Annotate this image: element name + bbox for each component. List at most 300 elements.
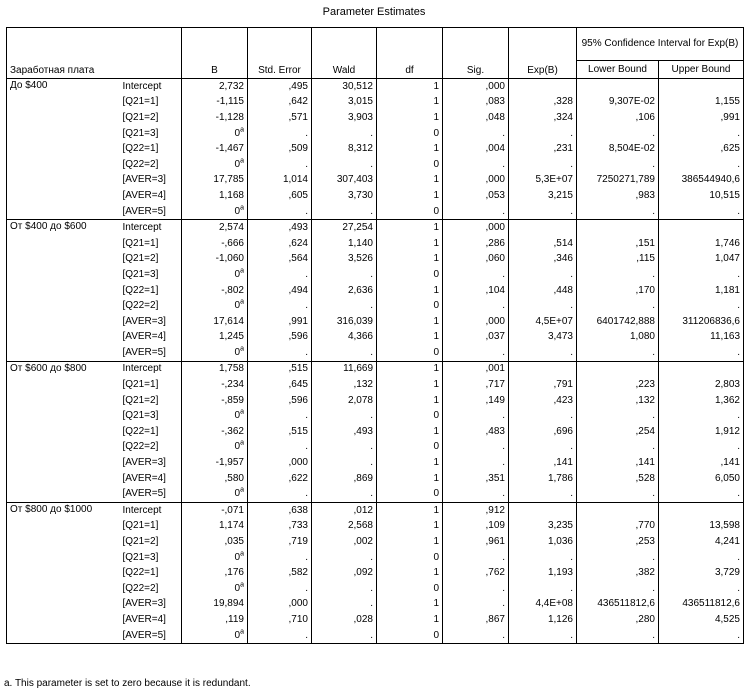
cell-df: 1 <box>377 236 443 252</box>
cell-std-error: . <box>248 440 312 456</box>
cell-upper-bound: 4,241 <box>659 534 744 550</box>
cell-exp-b <box>509 220 577 236</box>
cell-sig: . <box>443 204 509 220</box>
parameter-label: [AVER=5] <box>120 628 182 644</box>
b-value: 0 <box>234 205 241 217</box>
cell-sig: ,060 <box>443 252 509 268</box>
cell-std-error: ,571 <box>248 110 312 126</box>
b-value: 0 <box>234 551 241 563</box>
cell-upper-bound: . <box>659 581 744 597</box>
cell-std-error: . <box>248 550 312 566</box>
cell-upper-bound: . <box>659 440 744 456</box>
cell-sig: . <box>443 581 509 597</box>
cell-wald: 11,669 <box>312 361 377 377</box>
header-lower-bound: Lower Bound <box>577 61 659 79</box>
cell-lower-bound: ,382 <box>577 565 659 581</box>
footnote-marker: a <box>240 550 244 558</box>
header-sig: Sig. <box>443 28 509 79</box>
cell-exp-b: 1,126 <box>509 612 577 628</box>
cell-df: 1 <box>377 597 443 613</box>
cell-upper-bound: ,141 <box>659 455 744 471</box>
cell-exp-b <box>509 79 577 95</box>
cell-df: 1 <box>377 534 443 550</box>
cell-upper-bound: . <box>659 157 744 173</box>
cell-lower-bound: . <box>577 550 659 566</box>
parameter-label: [Q22=1] <box>122 284 159 296</box>
cell-lower-bound: ,254 <box>577 424 659 440</box>
group-label: От $600 до $800 <box>7 361 120 502</box>
cell-exp-b: ,791 <box>509 377 577 393</box>
cell-upper-bound: . <box>659 345 744 361</box>
cell-df: 1 <box>377 424 443 440</box>
cell-upper-bound: 4,525 <box>659 612 744 628</box>
cell-wald: 3,730 <box>312 188 377 204</box>
cell-df: 0 <box>377 204 443 220</box>
parameter-label: [AVER=3] <box>122 457 166 469</box>
cell-std-error: . <box>248 345 312 361</box>
cell-upper-bound: 1,181 <box>659 283 744 299</box>
cell-std-error: ,493 <box>248 220 312 236</box>
header-confidence-interval: 95% Confidence Interval for Exp(B) <box>577 28 744 61</box>
cell-exp-b: . <box>509 581 577 597</box>
cell-wald: 8,312 <box>312 141 377 157</box>
cell-lower-bound: . <box>577 298 659 314</box>
b-value: 1,758 <box>218 363 244 375</box>
cell-lower-bound: . <box>577 126 659 142</box>
cell-wald: . <box>312 157 377 173</box>
parameter-label: [AVER=4] <box>122 189 166 201</box>
cell-b <box>182 597 248 613</box>
b-value: 2,574 <box>218 222 244 234</box>
cell-exp-b: . <box>509 298 577 314</box>
cell-exp-b <box>509 503 577 519</box>
b-value: 1,168 <box>218 189 244 201</box>
cell-std-error: ,645 <box>248 377 312 393</box>
cell-sig: ,912 <box>443 503 509 519</box>
cell-sig: . <box>443 486 509 502</box>
cell-b <box>182 377 248 393</box>
cell-std-error: ,000 <box>248 455 312 471</box>
cell-b <box>182 95 248 111</box>
b-value: -,234 <box>221 379 244 391</box>
cell-df: 1 <box>377 252 443 268</box>
parameter-estimates-table <box>6 27 744 644</box>
parameter-label: [Q21=3] <box>122 127 159 139</box>
parameter-label: [AVER=4] <box>122 472 166 484</box>
cell-std-error: ,564 <box>248 252 312 268</box>
cell-b <box>182 519 248 535</box>
cell-df: 1 <box>377 330 443 346</box>
parameter-label: [Q22=1] <box>122 567 159 579</box>
cell-b <box>182 345 248 361</box>
cell-sig: ,037 <box>443 330 509 346</box>
group-label: От $400 до $600 <box>7 220 120 361</box>
cell-std-error: ,605 <box>248 188 312 204</box>
cell-upper-bound: . <box>659 550 744 566</box>
cell-upper-bound: ,625 <box>659 141 744 157</box>
group-label: До $400 <box>7 79 120 220</box>
parameter-label: [Q21=2] <box>122 536 159 548</box>
parameter-label: [Q21=1] <box>122 520 159 532</box>
cell-upper-bound: 6,050 <box>659 471 744 487</box>
cell-upper-bound: 1,362 <box>659 393 744 409</box>
cell-lower-bound: . <box>577 157 659 173</box>
footnote-marker: a <box>240 408 244 416</box>
cell-df: 1 <box>377 79 443 95</box>
cell-exp-b: 4,4E+08 <box>509 597 577 613</box>
cell-std-error: ,624 <box>248 236 312 252</box>
parameter-label: [AVER=5] <box>120 486 182 502</box>
cell-wald: 3,015 <box>312 95 377 111</box>
parameter-label: [Q21=2] <box>122 394 159 406</box>
b-value: -,802 <box>221 284 244 296</box>
b-value: ,119 <box>225 613 244 625</box>
cell-sig: ,286 <box>443 236 509 252</box>
cell-wald: . <box>312 440 377 456</box>
cell-df: 1 <box>377 95 443 111</box>
group-label: От $800 до $1000 <box>7 503 120 644</box>
footnote-marker: a <box>240 581 244 589</box>
cell-sig: . <box>443 550 509 566</box>
cell-sig: . <box>443 628 509 644</box>
cell-sig: ,048 <box>443 110 509 126</box>
b-value: 0 <box>234 346 241 358</box>
cell-wald: ,002 <box>312 534 377 550</box>
cell-wald: 4,366 <box>312 330 377 346</box>
footnote-marker: a <box>240 267 244 275</box>
cell-exp-b: . <box>509 440 577 456</box>
footnote-marker: a <box>240 126 244 134</box>
footnote-marker: a <box>240 440 244 448</box>
b-value: ,580 <box>224 472 244 484</box>
cell-upper-bound: . <box>659 408 744 424</box>
cell-exp-b: 3,473 <box>509 330 577 346</box>
cell-b <box>182 361 248 377</box>
cell-sig: ,104 <box>443 283 509 299</box>
parameter-label: [Q21=2] <box>122 111 159 123</box>
cell-lower-bound <box>577 79 659 95</box>
cell-lower-bound: . <box>577 628 659 644</box>
b-value: 17,614 <box>213 315 244 327</box>
cell-wald: . <box>312 550 377 566</box>
cell-b <box>182 220 248 236</box>
parameter-label: Intercept <box>120 503 182 519</box>
b-value: ,176 <box>224 567 244 579</box>
b-value: 19,894 <box>213 598 244 610</box>
cell-df: 1 <box>377 110 443 126</box>
parameter-label: [Q21=1] <box>122 237 159 249</box>
cell-wald: ,869 <box>312 471 377 487</box>
cell-b <box>182 440 248 456</box>
cell-exp-b: 3,235 <box>509 519 577 535</box>
cell-sig: ,867 <box>443 612 509 628</box>
cell-exp-b: ,696 <box>509 424 577 440</box>
cell-sig: . <box>443 597 509 613</box>
cell-b <box>182 581 248 597</box>
cell-std-error: ,719 <box>248 534 312 550</box>
cell-sig: ,149 <box>443 393 509 409</box>
cell-df: 1 <box>377 314 443 330</box>
cell-std-error: ,638 <box>248 503 312 519</box>
parameter-label: [Q22=1] <box>122 425 159 437</box>
cell-lower-bound: . <box>577 581 659 597</box>
cell-wald: . <box>312 126 377 142</box>
footnote-marker: a <box>240 486 244 494</box>
cell-exp-b: 1,786 <box>509 471 577 487</box>
cell-exp-b: . <box>509 408 577 424</box>
cell-b <box>182 550 248 566</box>
cell-upper-bound: . <box>659 298 744 314</box>
cell-lower-bound: . <box>577 486 659 502</box>
cell-wald: ,028 <box>312 612 377 628</box>
b-value: -1,467 <box>215 143 244 155</box>
cell-exp-b: ,423 <box>509 393 577 409</box>
cell-lower-bound: ,983 <box>577 188 659 204</box>
cell-lower-bound: ,170 <box>577 283 659 299</box>
cell-df: 1 <box>377 393 443 409</box>
b-value: 0 <box>234 127 241 139</box>
cell-sig: ,483 <box>443 424 509 440</box>
cell-std-error: ,710 <box>248 612 312 628</box>
cell-upper-bound <box>659 361 744 377</box>
cell-lower-bound: 436511812,6 <box>577 597 659 613</box>
cell-lower-bound: 9,307E-02 <box>577 95 659 111</box>
parameter-label: [AVER=3] <box>122 174 166 186</box>
cell-wald: . <box>312 486 377 502</box>
cell-df: 0 <box>377 628 443 644</box>
cell-upper-bound: 386544940,6 <box>659 173 744 189</box>
cell-b <box>182 79 248 95</box>
cell-upper-bound: ,991 <box>659 110 744 126</box>
cell-lower-bound <box>577 220 659 236</box>
footnote-marker: a <box>240 628 244 636</box>
cell-upper-bound: 1,047 <box>659 252 744 268</box>
cell-sig: . <box>443 126 509 142</box>
cell-upper-bound: . <box>659 267 744 283</box>
parameter-label: [Q22=1] <box>122 143 159 155</box>
cell-sig: ,961 <box>443 534 509 550</box>
cell-df: 1 <box>377 283 443 299</box>
cell-b <box>182 471 248 487</box>
b-value: 0 <box>234 582 241 594</box>
cell-b <box>182 612 248 628</box>
cell-exp-b: . <box>509 628 577 644</box>
cell-sig: ,053 <box>443 188 509 204</box>
cell-wald: . <box>312 628 377 644</box>
cell-std-error: 1,014 <box>248 173 312 189</box>
cell-df: 1 <box>377 141 443 157</box>
cell-b <box>182 298 248 314</box>
header-std-error: Std. Error <box>248 28 312 79</box>
parameter-label: [Q22=2] <box>122 158 159 170</box>
cell-lower-bound: ,106 <box>577 110 659 126</box>
cell-lower-bound: ,115 <box>577 252 659 268</box>
cell-exp-b: . <box>509 267 577 283</box>
cell-lower-bound: 6401742,888 <box>577 314 659 330</box>
parameter-label: [AVER=5] <box>120 204 182 220</box>
cell-lower-bound: ,253 <box>577 534 659 550</box>
cell-sig: ,109 <box>443 519 509 535</box>
footnote-marker: a <box>240 298 244 306</box>
cell-exp-b: 3,215 <box>509 188 577 204</box>
parameter-label: [Q21=1] <box>122 379 159 391</box>
cell-lower-bound: 8,504E-02 <box>577 141 659 157</box>
cell-std-error: . <box>248 126 312 142</box>
parameter-label: [Q21=2] <box>122 253 159 265</box>
cell-sig: . <box>443 157 509 173</box>
cell-lower-bound: ,141 <box>577 455 659 471</box>
cell-lower-bound: ,223 <box>577 377 659 393</box>
cell-std-error: . <box>248 408 312 424</box>
cell-exp-b: ,328 <box>509 95 577 111</box>
cell-sig: ,004 <box>443 141 509 157</box>
cell-b <box>182 252 248 268</box>
cell-std-error: ,596 <box>248 393 312 409</box>
cell-b <box>182 110 248 126</box>
cell-wald: . <box>312 345 377 361</box>
b-value: 0 <box>234 268 241 280</box>
cell-lower-bound: . <box>577 204 659 220</box>
cell-exp-b: ,514 <box>509 236 577 252</box>
cell-b <box>182 486 248 502</box>
cell-df: 1 <box>377 220 443 236</box>
cell-exp-b: . <box>509 486 577 502</box>
cell-upper-bound: . <box>659 628 744 644</box>
cell-df: 0 <box>377 157 443 173</box>
cell-lower-bound: . <box>577 440 659 456</box>
parameter-label: [Q22=2] <box>122 582 159 594</box>
cell-exp-b: . <box>509 204 577 220</box>
b-value: -,859 <box>221 394 244 406</box>
cell-std-error: ,509 <box>248 141 312 157</box>
b-value: 1,174 <box>218 520 244 532</box>
cell-b <box>182 424 248 440</box>
cell-exp-b: . <box>509 126 577 142</box>
b-value: -,666 <box>221 237 244 249</box>
cell-wald: 1,140 <box>312 236 377 252</box>
parameter-label: Intercept <box>120 79 182 95</box>
cell-df: 1 <box>377 519 443 535</box>
cell-exp-b: ,141 <box>509 455 577 471</box>
cell-df: 0 <box>377 126 443 142</box>
b-value: ,035 <box>224 536 244 548</box>
cell-exp-b: . <box>509 345 577 361</box>
cell-exp-b: 1,036 <box>509 534 577 550</box>
b-value: 0 <box>234 158 241 170</box>
cell-std-error: ,515 <box>248 361 312 377</box>
cell-lower-bound: ,151 <box>577 236 659 252</box>
cell-std-error: ,622 <box>248 471 312 487</box>
cell-exp-b: 5,3E+07 <box>509 173 577 189</box>
cell-df: 0 <box>377 267 443 283</box>
b-value: -1,128 <box>215 111 244 123</box>
cell-std-error: ,494 <box>248 283 312 299</box>
cell-b <box>182 330 248 346</box>
header-dependent: Заработная плата <box>7 28 120 79</box>
cell-std-error: . <box>248 204 312 220</box>
cell-exp-b: . <box>509 550 577 566</box>
cell-sig: ,000 <box>443 220 509 236</box>
cell-wald: . <box>312 455 377 471</box>
footnote-marker: a <box>240 204 244 212</box>
header-df: df <box>377 28 443 79</box>
cell-upper-bound: . <box>659 204 744 220</box>
table-row <box>7 503 744 519</box>
cell-std-error: ,733 <box>248 519 312 535</box>
cell-lower-bound: ,528 <box>577 471 659 487</box>
cell-lower-bound: ,770 <box>577 519 659 535</box>
table-row <box>7 79 744 95</box>
cell-wald: ,493 <box>312 424 377 440</box>
cell-upper-bound: 2,803 <box>659 377 744 393</box>
cell-lower-bound: 7250271,789 <box>577 173 659 189</box>
cell-std-error: ,642 <box>248 95 312 111</box>
cell-df: 1 <box>377 503 443 519</box>
cell-upper-bound: 436511812,6 <box>659 597 744 613</box>
cell-df: 0 <box>377 298 443 314</box>
cell-b <box>182 455 248 471</box>
cell-upper-bound <box>659 79 744 95</box>
parameter-label: [AVER=3] <box>122 315 166 327</box>
b-value: -1,115 <box>216 96 244 108</box>
cell-exp-b: ,346 <box>509 252 577 268</box>
parameter-label: [Q21=3] <box>122 268 159 280</box>
cell-upper-bound: 311206836,6 <box>659 314 744 330</box>
cell-sig: . <box>443 267 509 283</box>
cell-df: 1 <box>377 361 443 377</box>
parameter-label: [AVER=5] <box>120 345 182 361</box>
cell-df: 1 <box>377 173 443 189</box>
footnote-marker: a <box>240 345 244 353</box>
cell-b <box>182 173 248 189</box>
cell-sig: . <box>443 455 509 471</box>
cell-df: 0 <box>377 581 443 597</box>
cell-std-error: ,991 <box>248 314 312 330</box>
cell-lower-bound: . <box>577 345 659 361</box>
parameter-label: [Q22=2] <box>122 441 159 453</box>
cell-std-error: ,515 <box>248 424 312 440</box>
cell-std-error: . <box>248 298 312 314</box>
cell-wald: 316,039 <box>312 314 377 330</box>
cell-sig: ,762 <box>443 565 509 581</box>
cell-b <box>182 565 248 581</box>
cell-df: 1 <box>377 612 443 628</box>
cell-df: 0 <box>377 345 443 361</box>
cell-wald: 27,254 <box>312 220 377 236</box>
cell-std-error: ,495 <box>248 79 312 95</box>
cell-b <box>182 503 248 519</box>
cell-exp-b: 4,5E+07 <box>509 314 577 330</box>
cell-sig: . <box>443 408 509 424</box>
cell-upper-bound: 3,729 <box>659 565 744 581</box>
cell-sig: . <box>443 298 509 314</box>
cell-sig: ,717 <box>443 377 509 393</box>
b-value: -,362 <box>221 425 244 437</box>
cell-exp-b <box>509 361 577 377</box>
cell-wald: ,132 <box>312 377 377 393</box>
cell-upper-bound: 11,163 <box>659 330 744 346</box>
cell-upper-bound: . <box>659 486 744 502</box>
cell-df: 1 <box>377 188 443 204</box>
cell-df: 0 <box>377 408 443 424</box>
cell-sig: ,351 <box>443 471 509 487</box>
cell-df: 0 <box>377 440 443 456</box>
cell-df: 1 <box>377 377 443 393</box>
cell-exp-b: ,448 <box>509 283 577 299</box>
cell-wald: 3,903 <box>312 110 377 126</box>
b-value: 0 <box>234 629 241 641</box>
b-value: 1,245 <box>218 331 244 343</box>
